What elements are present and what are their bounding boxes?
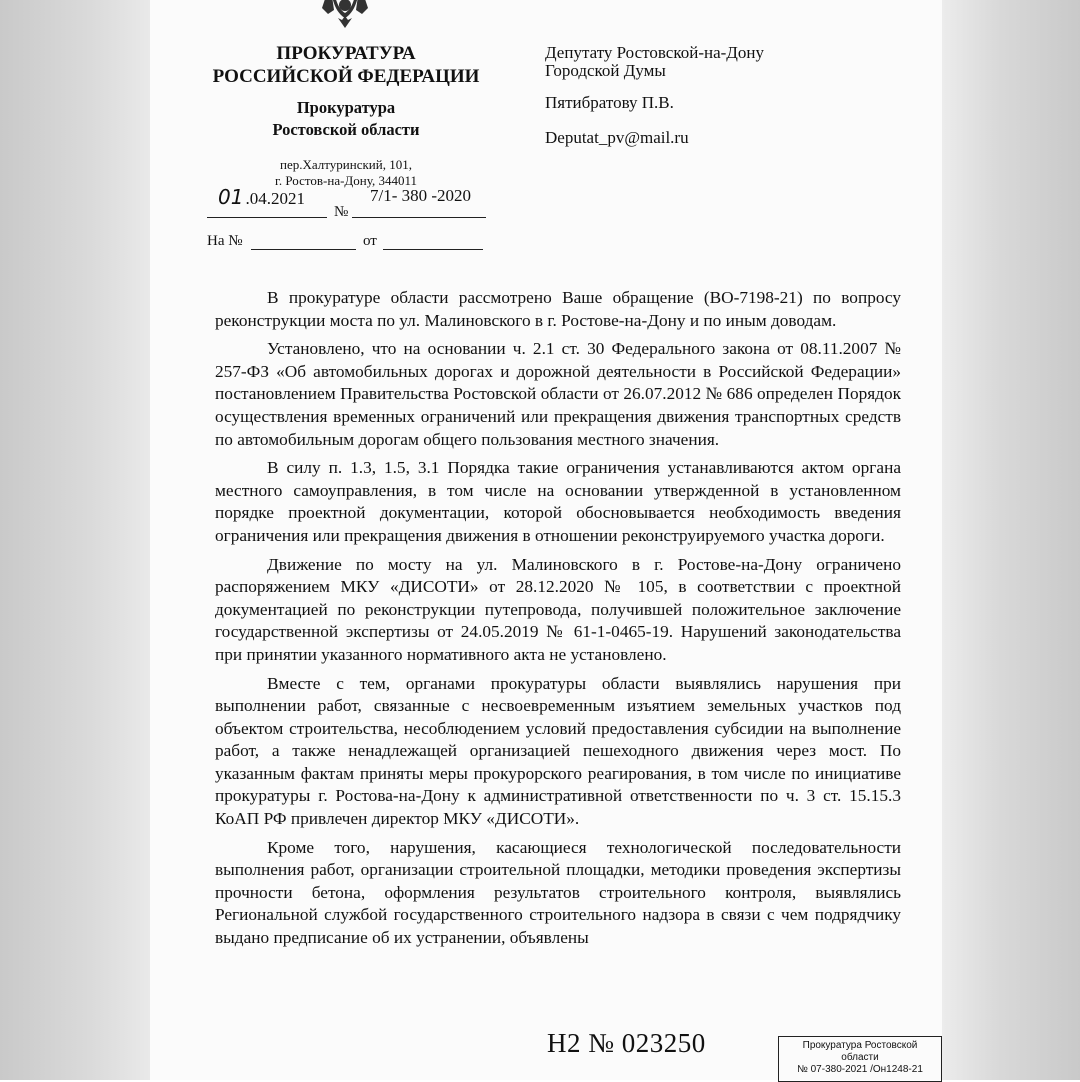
body-paragraph: Движение по мосту на ул. Малиновского в г. Ростове-на-Дону ограничено распоряжением МКУ «ДИСОТИ» от 28.12.2020 № 105, в соответствии с проектной документацией по реконструкции путепровода, получившей положительное заключение государственной экспертизы от 24.05.2019 № 61-1-0465-19. Нарушений законодательства при принятии указанного нормативного акта не установлено. — [215, 554, 901, 664]
document-number: 7/1- 380 -2020 — [370, 186, 472, 205]
stamp-line1: Прокуратура Ростовской — [802, 1040, 918, 1051]
recipient-line2: Городской Думы — [545, 61, 666, 80]
body-paragraph: Кроме того, нарушения, касающиеся технологической последовательности выполнения работ, организации строительной площадки, методики проведения экспертизы прочности бетона, оформления результатов строительного контроля, выявлялись Региональной службой государственного строительного надзора в связи с чем подрядчику выдано предписание об их устранении, объявлены — [215, 837, 901, 948]
registration-stamp — [778, 1036, 942, 1082]
body-paragraph: Вместе с тем, органами прокуратуры области выявлялись нарушения при выполнении работ, связанные с несвоевременным изъятием земельных участков под объектом строительства, несоблюдением условий предоставления субсидии на выполнение работ, а также ненадлежащей организацией пешеходного движения через мост. По указанным фактам приняты меры прокурорского реагирования, в том числе по инициативе прокуратуры г. Ростова-на-Дону к административной ответственности по ч. 3 ст. 15.15.3 КоАП РФ привлечен директор МКУ «ДИСОТИ». — [215, 673, 901, 829]
number-underline — [352, 217, 486, 218]
reference-from-label: от — [363, 233, 377, 249]
body-paragraph: В силу п. 1.3, 1.5, 3.1 Порядка такие ограничения устанавливаются актом органа местного самоуправления, в том числе на основании утвержденной в установленном порядке проектной документации, которой обосновывается необходимость введения ограничения или прекращения движения в отношении реконструируемого участка дороги. — [215, 458, 901, 545]
date-underline — [207, 217, 327, 218]
issuer-block — [196, 42, 496, 189]
stamp-line3: № 07-380-2021 /Он1248-21 — [797, 1064, 923, 1075]
suborg-name-line2: Ростовской области — [272, 120, 420, 139]
form-serial-number: Н2 № 023250 — [547, 1028, 706, 1058]
letter-body — [215, 287, 901, 956]
left-background — [0, 0, 150, 1080]
address-line1: пер.Халтуринский, 101, — [280, 157, 412, 172]
document-date — [218, 185, 305, 209]
org-name-line2: РОССИЙСКОЙ ФЕДЕРАЦИИ — [212, 66, 480, 87]
reference-date-line — [383, 249, 483, 250]
body-paragraph: В прокуратуре области рассмотрено Ваше обращение (ВО-7198-21) по вопросу реконструкции моста по ул. Малиновского в г. Ростове-на-Дону и по иным доводам. — [215, 288, 901, 330]
address-line2: г. Ростов-на-Дону, 344011 — [275, 173, 417, 188]
right-background — [942, 0, 1080, 1080]
date-handwritten: 01 — [218, 185, 244, 209]
reference-number-line — [251, 249, 356, 250]
recipient-line1: Депутату Ростовской-на-Дону — [545, 43, 764, 62]
body-paragraph: Установлено, что на основании ч. 2.1 ст. 30 Федерального закона от 08.11.2007 № 257-ФЗ «Об автомобильных дорогах и дорожной деятельности в Российской Федерации» постановлением Правительства Ростовской области от 26.07.2012 № 686 определен Порядок осуществления временных ограничений или прекращения движения транспортных средств по автомобильным дорогам общего пользования местного значения. — [215, 339, 901, 449]
recipient-name: Пятибратову П.В. — [545, 93, 674, 112]
reference-label: На № — [207, 233, 243, 249]
org-name-line1: ПРОКУРАТУРА — [276, 43, 416, 64]
number-label: № — [334, 204, 349, 220]
recipient-email: Deputat_pv@mail.ru — [545, 128, 689, 147]
recipient-block — [545, 44, 764, 147]
suborg-name-line1: Прокуратура — [296, 98, 396, 117]
date-printed: .04.2021 — [245, 189, 305, 208]
coat-of-arms-icon — [318, 0, 372, 30]
stamp-line2: области — [841, 1052, 879, 1063]
